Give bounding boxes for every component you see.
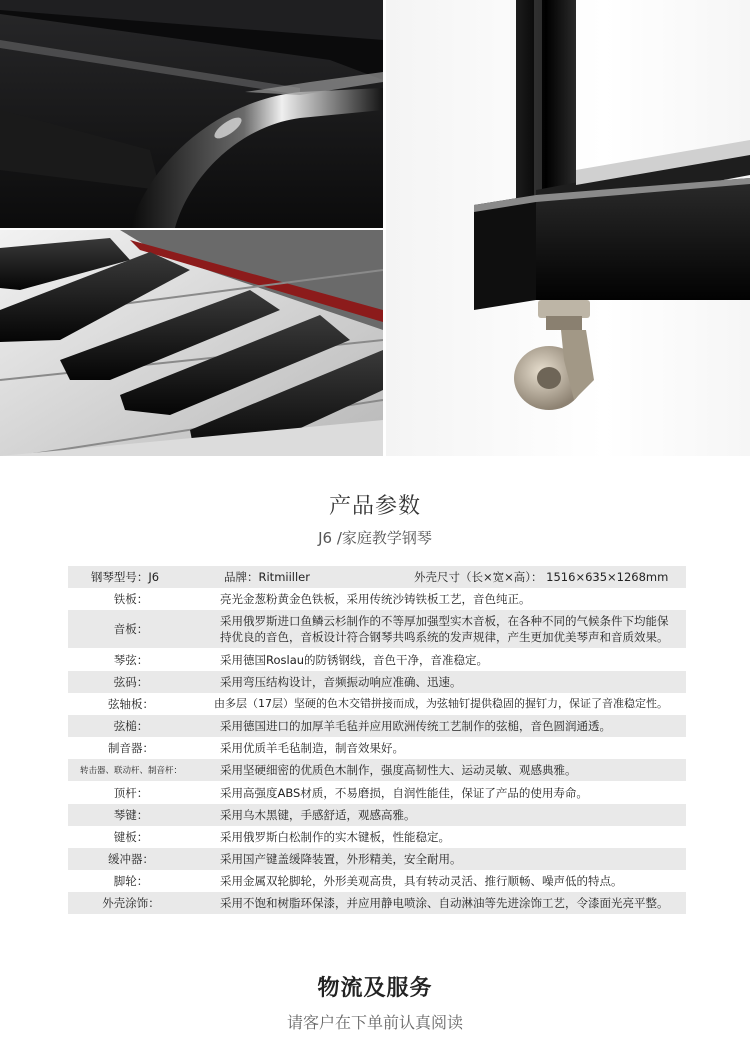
spec-label: 弦轴板： [108,697,154,711]
spec-label: 弦码： [113,675,149,689]
piano-lid-photo [0,0,383,228]
spec-brand: 品牌：Ritmiiller [224,570,310,584]
spec-value: 采用乌木黑键，手感舒适，观感高雅。 [220,808,416,822]
spec-row [68,781,686,804]
spec-value: 采用俄罗斯白松制作的实木键板，性能稳定。 [220,830,450,844]
piano-leg-illustration [386,0,750,456]
spec-row [68,737,686,759]
spec-value: 采用不饱和树脂环保漆，并应用静电喷涂、自动淋油等先进涂饰工艺，令漆面光亮平整。 [220,896,669,910]
spec-table [68,566,686,914]
spec-header-row [68,566,686,588]
spec-dimensions: 外壳尺寸（长×宽×高）： 1516×635×1268mm [414,570,669,584]
spec-value: 采用德国Roslau的防锈钢线，音色干净，音准稳定。 [220,652,489,667]
service-section-subtitle: 请客户在下单前认真阅读 [286,1013,463,1032]
spec-row [68,610,686,648]
spec-row [68,588,686,610]
product-section-title: 产品参数 [328,494,421,519]
spec-row [68,892,686,914]
piano-lid-illustration [0,0,383,228]
spec-label: 外壳涂饰： [102,896,160,910]
spec-value: 采用金属双轮脚轮，外形美观高贵，具有转动灵活、推行顺畅、噪声低的特点。 [220,874,623,888]
spec-label: 制音器： [108,741,154,755]
spec-model: 钢琴型号：J6 [90,570,160,584]
spec-value: 亮光金葱粉黄金色铁板，采用传统沙铸铁板工艺，音色纯正。 [220,592,531,606]
spec-value: 采用弯压结构设计，音频振动响应准确、迅速。 [220,675,462,689]
spec-label: 脚轮： [113,874,149,888]
spec-row [68,804,686,826]
spec-value: 采用国产键盖缓降装置，外形精美，安全耐用。 [220,852,462,866]
spec-row [68,715,686,737]
spec-row [68,759,686,781]
product-photo-collage [0,0,750,456]
spec-value: 采用德国进口的加厚羊毛毡并应用欧洲传统工艺制作的弦槌，音色圆润通透。 [220,719,611,733]
spec-label: 转击器、联动杆、制音杆： [79,766,182,776]
spec-label: 铁板： [113,592,149,606]
spec-value: 采用坚硬细密的优质色木制作，强度高韧性大、运动灵敏、观感典雅。 [220,763,577,777]
piano-leg-caster-photo [386,0,750,456]
spec-label: 琴键： [113,808,149,822]
spec-row [68,693,686,715]
spec-label: 音板： [113,622,149,636]
spec-row [68,870,686,892]
spec-label: 弦槌： [113,719,149,733]
spec-value: 由多层（17层）坚硬的色木交错拼接而成，为弦轴钉提供稳固的握钉力，保证了音准稳定性。 [214,697,668,710]
product-section-subtitle: J6 /家庭教学钢琴 [318,529,432,547]
spec-label: 键板： [113,830,149,844]
spec-label: 顶杆： [113,785,149,800]
spec-row [68,648,686,671]
service-section-title: 物流及服务 [317,976,433,1001]
spec-row [68,848,686,870]
piano-keys-illustration [0,230,383,456]
spec-label: 琴弦： [113,652,149,667]
piano-keys-photo [0,230,383,456]
spec-value: 采用高强度ABS材质，不易磨损，自润性能佳，保证了产品的使用寿命。 [220,785,588,800]
spec-value: 采用优质羊毛毡制造，制音效果好。 [220,741,404,755]
spec-label: 缓冲器： [108,852,154,866]
spec-value: 采用俄罗斯进口鱼鳞云杉制作的不等厚加强型实木音板，在各种不同的气候条件下均能保持优良的音色，音板设计符合钢琴共鸣系统的发声规律，产生更加优美琴声和音质效果。 [220,614,669,644]
spec-row [68,671,686,693]
spec-row [68,826,686,848]
